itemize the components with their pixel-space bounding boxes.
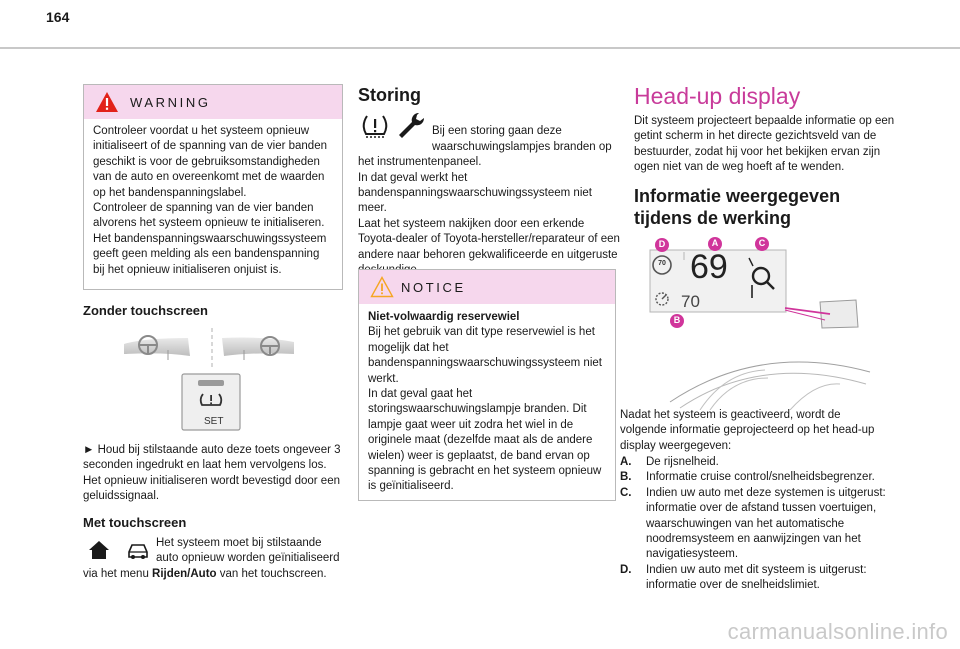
notice-header — [359, 270, 615, 304]
met-text-post: van het touchscreen. — [216, 567, 327, 580]
warning-header — [84, 85, 342, 119]
zonder-text: ► Houd bij stilstaande auto deze toets ongeveer 3 seconden ingedrukt en laat hem vervolgens los. Het opnieuw initialiseren wordt bevestigd door een geluidssignaal. — [83, 444, 341, 503]
set-button-label: SET — [204, 416, 224, 427]
met-text-pre: Het systeem moet bij stilstaande auto opnieuw worden geïnitialiseerd via het menu — [83, 537, 340, 580]
warning-box — [83, 84, 343, 290]
list-text: Indien uw auto met dit systeem is uitgerust: informatie over de snelheidslimiet. — [646, 563, 867, 592]
storing-text — [358, 109, 620, 278]
speed-limit-value: 70 — [658, 260, 666, 267]
warning-text: Controleer voordat u het systeem opnieuw initialiseert of de spanning van de vier banden geschikt is voor de gebruiksomstandigheden van de auto en overeenkomt met de waarden op het bandenspanningslabel. Controleer de spanning van de vier banden alvorens het systeem opnieuw te initialiseren. Het bandenspanningswaarschuwingssysteem geeft geen melding als een bandenspanning bij het opnieuw initialiseren onjuist is. — [93, 125, 327, 276]
notice-icon — [370, 276, 394, 303]
list-item — [620, 470, 890, 485]
header-rule — [0, 47, 960, 49]
list-text: De rijsnelheid. — [646, 456, 719, 468]
hud-illustration — [640, 232, 896, 410]
met-text — [83, 536, 345, 582]
zonder-heading: Zonder touchscreen — [83, 303, 208, 318]
list-key: A. — [620, 456, 632, 468]
list-item — [620, 486, 890, 563]
warning-label: WARNING — [130, 95, 211, 110]
marker-d: D — [658, 239, 666, 249]
notice-box — [358, 269, 616, 501]
notice-body — [359, 304, 615, 502]
notice-title: Niet-volwaardig reservewiel — [368, 311, 520, 323]
storing-text-body: Bij een storing gaan deze waarschuwingslampjes branden op het instrumentenpaneel. In dat geval werkt het bandenspanningswaarschuwingssysteem niet meer. Laat het systeem nakijken door een erkende Toyota-dealer of Toyota-hersteller/reparateur of een andere naar behoren gekwalificeerde en uitgeruste — [358, 125, 620, 261]
list-text: Indien uw auto met deze systemen is uitgerust: informatie over de afstand tussen voertuigen, waarschuwingen van het automatische noodremsysteem en aanwijzingen van het navigatiesysteem. — [646, 486, 886, 561]
list-key: D. — [620, 563, 632, 576]
watermark: carmanualsonline.info — [727, 619, 948, 644]
page-number: 164 — [46, 9, 70, 25]
list-text: Informatie cruise control/snelheidsbegrenzer. — [646, 471, 875, 484]
list-key: B. — [620, 471, 632, 484]
hud-activated-text: Nadat het systeem is geactiveerd, wordt de volgende informatie geprojecteerd op het head-up display weergegeven: — [620, 409, 875, 452]
notice-text: Bij het gebruik van dit type reservewiel is het mogelijk dat het bandenspanningswaarschuwingssysteem niet werkt. In dat geval gaat het storingswaarschuwingslampje branden. Dit lampje gaat weer uit zodra het wiel in de originele maat (dezelfde maat als de andere wielen) weer is geplaatst, de band ervan op spanning is gebracht en het systeem opnieuw is geïnitialiseerd. — [368, 326, 602, 493]
cruise-speed-value: 70 — [681, 292, 700, 311]
marker-c: C — [758, 238, 766, 248]
hud-subheading: Informatie weergegeven tijdens de werking — [634, 186, 841, 228]
list-item — [620, 455, 890, 470]
met-menu-path: Rijden/Auto — [152, 567, 217, 580]
storing-heading: Storing — [358, 85, 421, 105]
hud-title: Head-up display — [634, 83, 801, 109]
list-item — [620, 563, 890, 594]
notice-label: NOTICE — [401, 280, 466, 295]
hud-intro: Dit systeem projecteert bepaalde informatie op een getint scherm in het directe gezichtsveld van de bestuurder, zodat hij voor het bekijken ervan zijn ogen niet van de weg hoeft af te wenden. — [634, 115, 895, 174]
hud-items-list — [620, 455, 890, 594]
met-heading: Met touchscreen — [83, 515, 187, 530]
marker-b: B — [673, 315, 681, 325]
list-key: C. — [620, 486, 632, 499]
vehicle-speed-value: 69 — [690, 248, 728, 286]
warning-icon — [95, 91, 119, 118]
marker-a: A — [711, 238, 719, 248]
